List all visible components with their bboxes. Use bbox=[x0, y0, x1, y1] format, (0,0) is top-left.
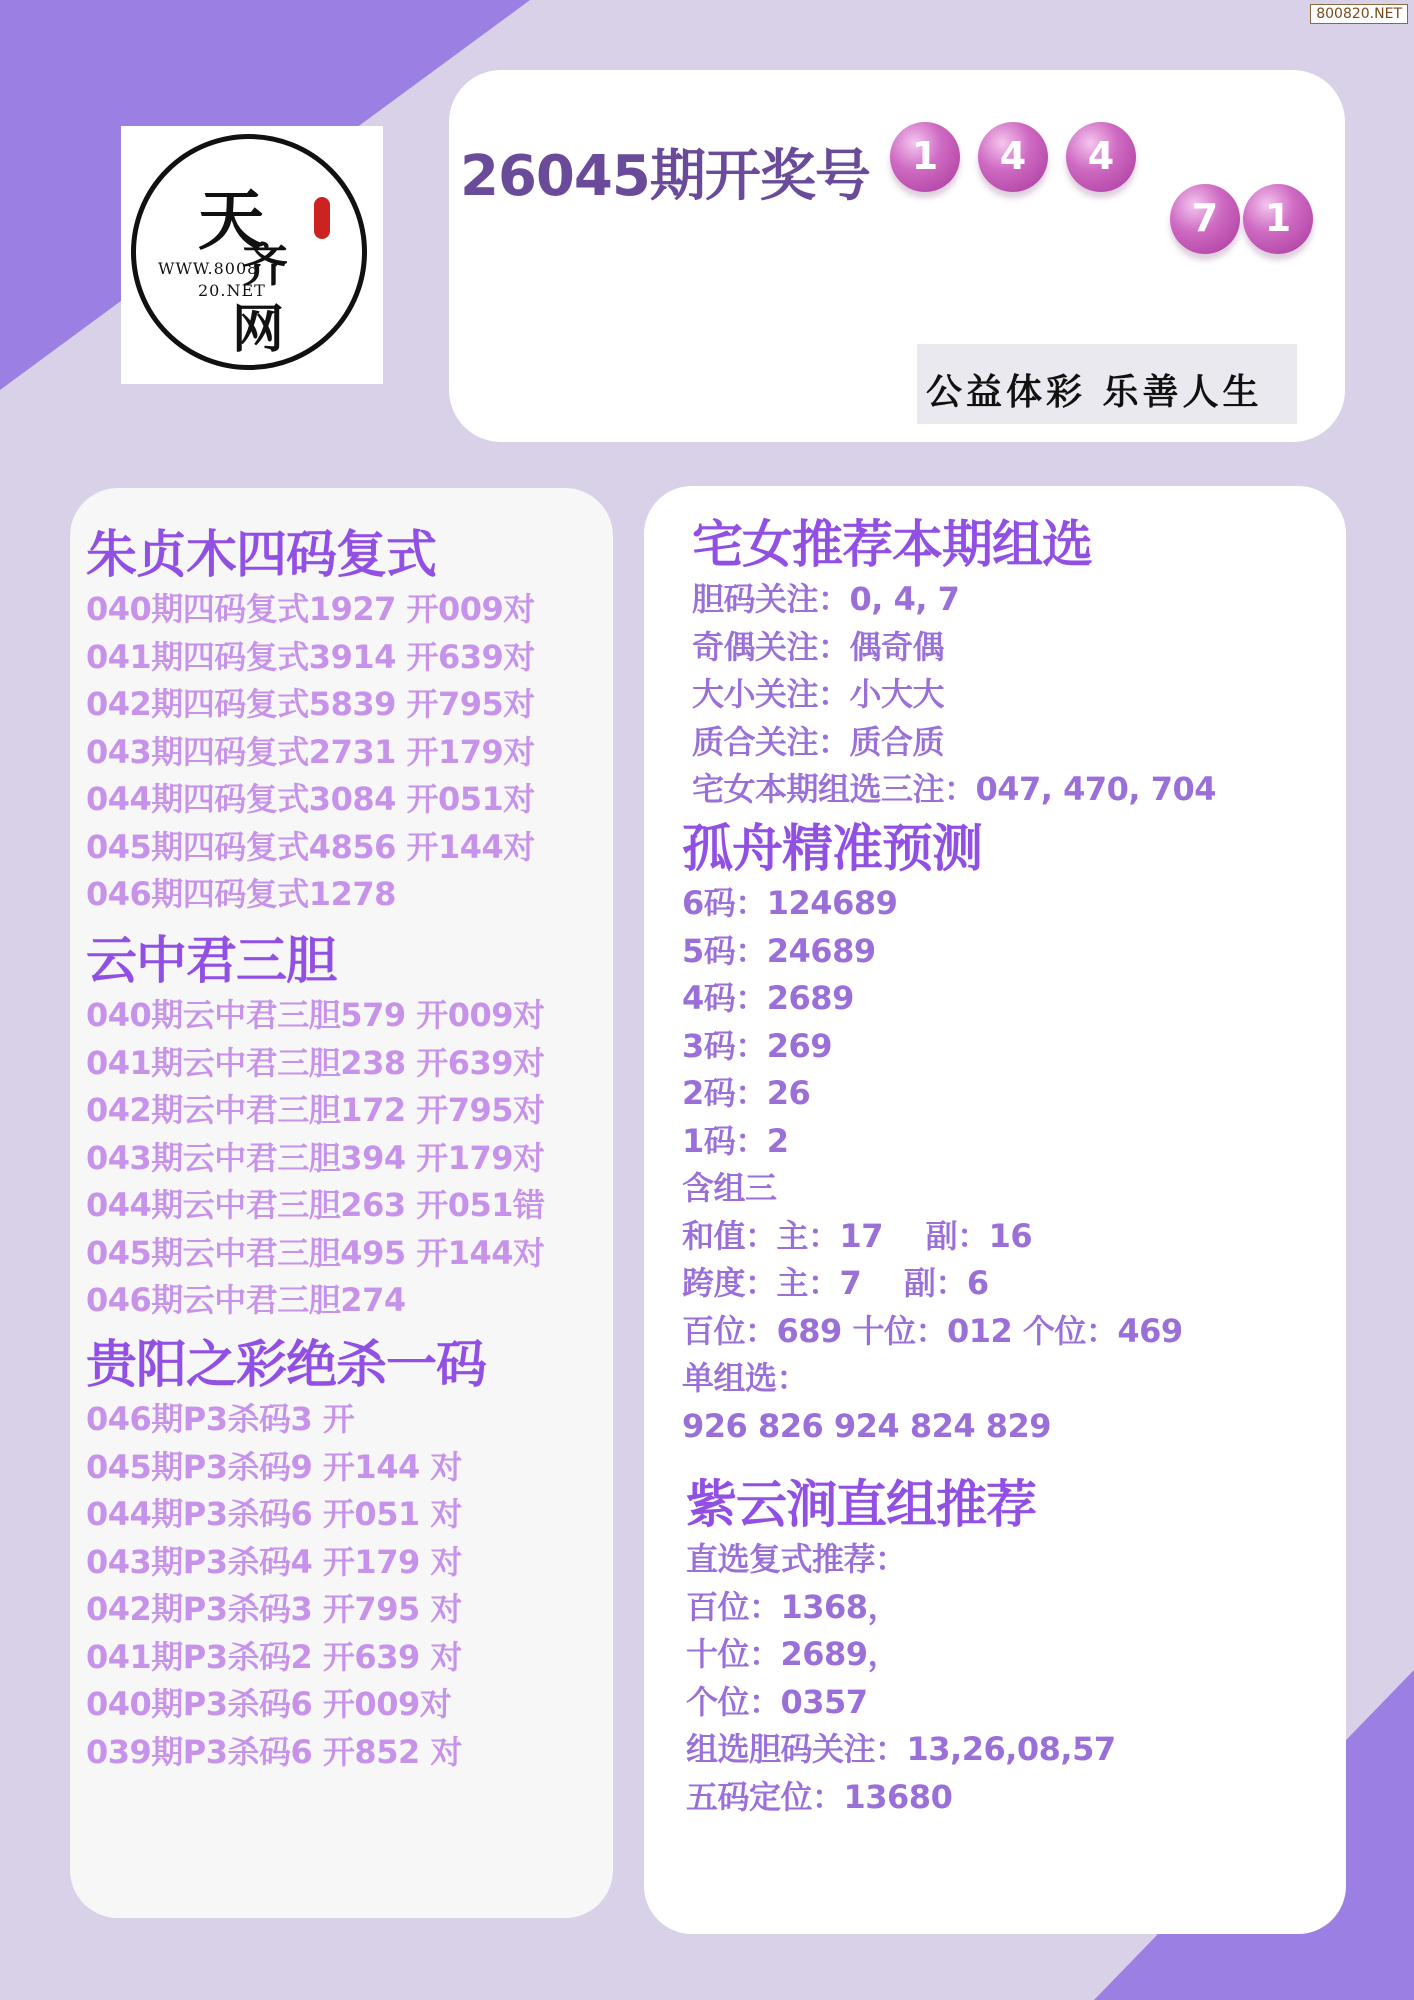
list-item: 单组选： bbox=[682, 1359, 809, 1397]
list-item: 5码：24689 bbox=[682, 931, 876, 970]
section-precise-prediction bbox=[682, 820, 1183, 1450]
list-item: 045期四码复式4856 开144对 bbox=[86, 827, 535, 866]
list-item: 039期P3杀码6 开852 对 bbox=[86, 1732, 462, 1771]
logo-char-2: 齐 bbox=[242, 238, 288, 292]
list-item: 044期云中君三胆263 开051错 bbox=[86, 1186, 545, 1224]
list-item: 044期P3杀码6 开051 对 bbox=[86, 1495, 462, 1533]
draw-ball-1: 1 bbox=[890, 122, 960, 192]
list-item: 组选胆码关注：13,26,08,57 bbox=[686, 1730, 1116, 1768]
list-item: 宅女本期组选三注：047, 470, 704 bbox=[692, 770, 1216, 808]
list-item: 个位：0357 bbox=[686, 1682, 868, 1721]
list-item: 质合关注：质合质 bbox=[692, 722, 945, 761]
section-title: 朱贞木四码复式 bbox=[86, 526, 437, 585]
list-item: 6码：124689 bbox=[682, 884, 898, 922]
section-four-code bbox=[86, 526, 535, 919]
logo-char-3: 网 bbox=[232, 299, 285, 360]
draw-ball-3: 4 bbox=[1066, 122, 1136, 192]
site-watermark: 800820.NET bbox=[1310, 4, 1408, 24]
list-item: 胆码关注：0, 4, 7 bbox=[692, 580, 960, 618]
red-seal-icon bbox=[314, 197, 330, 239]
section-title: 宅女推荐本期组选 bbox=[692, 516, 1093, 575]
list-item: 040期P3杀码6 开009对 bbox=[86, 1685, 452, 1723]
list-item: 1码：2 bbox=[682, 1121, 789, 1160]
section-title: 云中君三胆 bbox=[86, 932, 337, 991]
list-item: 041期云中君三胆238 开639对 bbox=[86, 1043, 545, 1082]
list-item: 040期四码复式1927 开009对 bbox=[86, 590, 535, 628]
list-item: 直选复式推荐： bbox=[686, 1540, 907, 1578]
list-item: 045期P3杀码9 开144 对 bbox=[86, 1447, 462, 1486]
section-direct-group bbox=[686, 1476, 1116, 1821]
list-item: 926 826 924 824 829 bbox=[682, 1406, 1052, 1445]
list-item: 041期四码复式3914 开639对 bbox=[86, 637, 535, 676]
list-item: 043期四码复式2731 开179对 bbox=[86, 732, 535, 771]
list-item: 046期P3杀码3 开 bbox=[86, 1400, 355, 1438]
site-logo bbox=[131, 134, 367, 370]
section-title: 孤舟精准预测 bbox=[682, 820, 983, 879]
list-item: 040期云中君三胆579 开009对 bbox=[86, 996, 545, 1034]
section-group-pick bbox=[692, 516, 1216, 814]
list-item: 和值：主：17 副：16 bbox=[682, 1216, 1033, 1255]
list-item: 百位：1368， bbox=[686, 1587, 900, 1626]
section-three-dan bbox=[86, 932, 545, 1325]
section-kill-one-code bbox=[86, 1336, 486, 1776]
list-item: 043期云中君三胆394 开179对 bbox=[86, 1138, 545, 1177]
list-item: 044期四码复式3084 开051对 bbox=[86, 780, 535, 818]
logo-char-1: 天 bbox=[198, 181, 264, 259]
section-title: 贵阳之彩绝杀一码 bbox=[86, 1336, 487, 1395]
draw-ball-5: 1 bbox=[1243, 184, 1313, 254]
list-item: 跨度：主：7 副：6 bbox=[682, 1264, 989, 1302]
list-item: 含组三 bbox=[682, 1169, 777, 1207]
list-item: 3码：269 bbox=[682, 1026, 833, 1065]
slogan-text: 公益体彩 乐善人生 bbox=[926, 371, 1263, 413]
list-item: 042期四码复式5839 开795对 bbox=[86, 685, 535, 723]
list-item: 042期云中君三胆172 开795对 bbox=[86, 1091, 545, 1129]
list-item: 043期P3杀码4 开179 对 bbox=[86, 1542, 462, 1581]
list-item: 奇偶关注：偶奇偶 bbox=[692, 627, 945, 666]
list-item: 046期四码复式1278 bbox=[86, 875, 396, 913]
list-item: 2码：26 bbox=[682, 1074, 811, 1112]
list-item: 十位：2689， bbox=[686, 1635, 900, 1673]
list-item: 045期云中君三胆495 开144对 bbox=[86, 1233, 545, 1272]
list-item: 4码：2689 bbox=[682, 979, 854, 1017]
logo-url-line-1: WWW.8008 bbox=[158, 259, 259, 278]
issue-title: 26045期开奖号 bbox=[460, 144, 870, 209]
list-item: 041期P3杀码2 开639 对 bbox=[86, 1637, 462, 1676]
list-item: 042期P3杀码3 开795 对 bbox=[86, 1590, 462, 1628]
list-item: 五码定位：13680 bbox=[686, 1777, 953, 1816]
section-title: 紫云涧直组推荐 bbox=[686, 1476, 1037, 1535]
draw-ball-2: 4 bbox=[978, 122, 1048, 192]
draw-ball-4: 7 bbox=[1170, 184, 1240, 254]
list-item: 046期云中君三胆274 bbox=[86, 1281, 406, 1319]
list-item: 百位：689 十位：012 个位：469 bbox=[682, 1311, 1183, 1350]
list-item: 大小关注：小大大 bbox=[692, 675, 945, 713]
logo-url-line-2: 20.NET bbox=[198, 281, 266, 300]
